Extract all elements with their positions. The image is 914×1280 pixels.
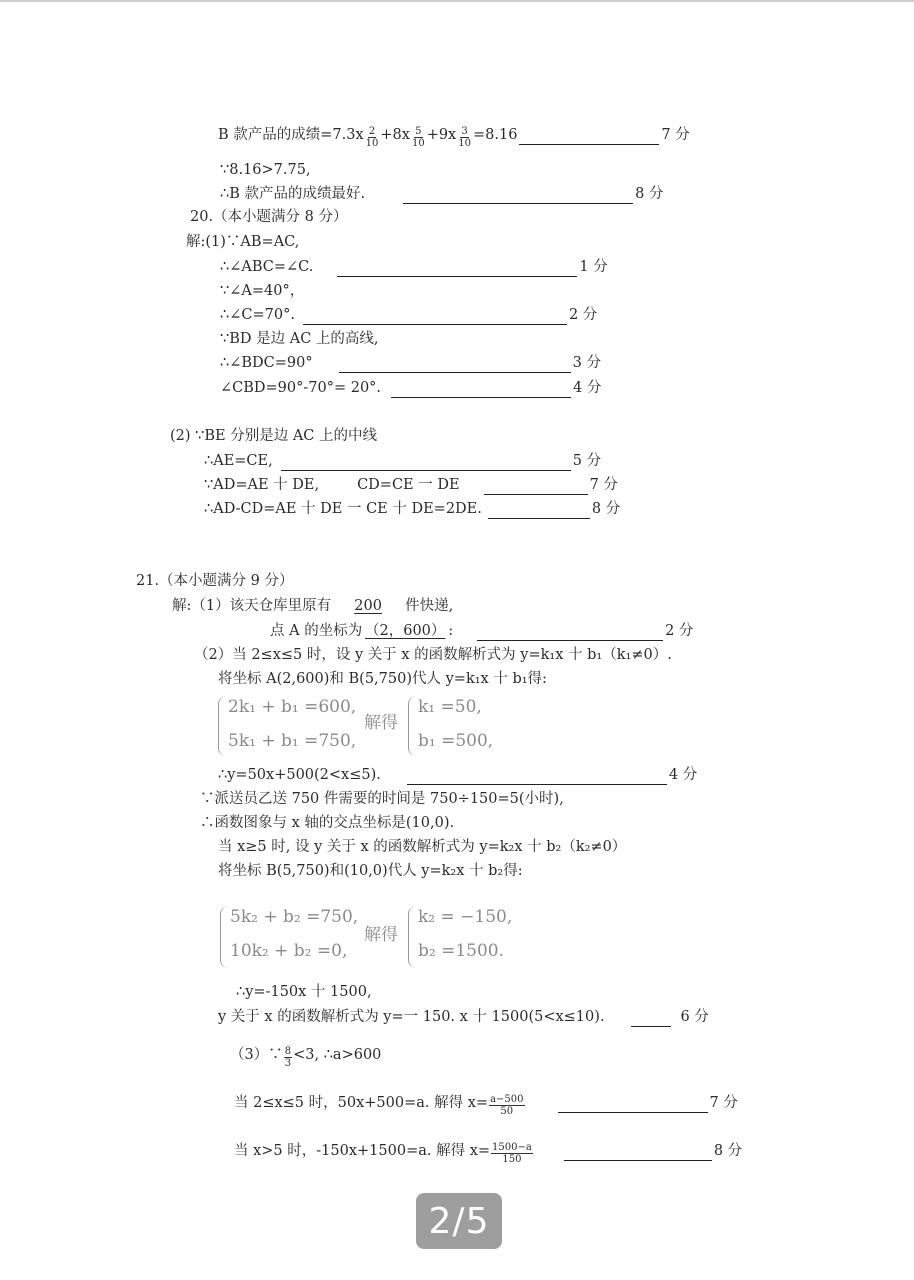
numerator: 5 (415, 126, 422, 137)
text: ∴∠BDC=90° (220, 355, 313, 371)
q21-step (270, 621, 693, 641)
text: ∴y=-150x 十 1500, (236, 984, 372, 1000)
text: ∴AD-CD=AE 十 DE 一 CE 十 DE=2DE. (204, 501, 482, 517)
numerator: 2 (368, 126, 376, 137)
q21-part3-step (234, 1138, 743, 1165)
answer-underline (558, 1098, 708, 1113)
answer-underline (477, 626, 663, 641)
text: 将坐标 B(5,750)和(10,0)代人 y=k₂x 十 b₂得: (218, 863, 523, 879)
text: B 款产品的成绩=7.3x (218, 127, 364, 143)
denominator: 50 (500, 1106, 514, 1117)
equation: 5k₂ + b₂ =750, (230, 907, 359, 927)
q21-step (218, 669, 547, 689)
text: 解:（1）该天仓库里原有 (172, 598, 332, 614)
denominator: 3 (284, 1058, 292, 1069)
text: 21.（本小题满分 9 分） (136, 573, 294, 589)
text: 当 x>5 时，-150x+1500=a. 解得 x= (234, 1143, 491, 1159)
text: ∵BD 是边 AC 上的高线, (220, 331, 379, 347)
numerator: 8 (284, 1046, 292, 1057)
text: 将坐标 A(2,600)和 B(5,750)代人 y=k₁x 十 b₁得: (218, 671, 547, 687)
equation: 10k₂ + b₂ =0, (230, 941, 348, 961)
text: CD=CE 一 DE (357, 477, 460, 493)
text: 件快递, (405, 598, 454, 614)
text: ∵8.16>7.75, (220, 162, 311, 178)
text: ∴∠C=70°. (220, 307, 295, 323)
comparison-line (220, 160, 311, 180)
score-points: 8 分 (591, 501, 621, 517)
page-indicator: 2/5 (416, 1193, 502, 1249)
q21-step (200, 813, 454, 833)
numerator: 3 (461, 126, 468, 137)
equation: k₂ = −150, (418, 907, 513, 927)
text: (2) ∵BE 分别是边 AC 上的中线 (170, 428, 378, 444)
text: : (448, 623, 454, 639)
text: ∠CBD=90°-70°= 20°. (220, 380, 382, 396)
text: 解:(1)∵AB=AC, (186, 234, 300, 250)
q21-step (172, 596, 453, 616)
denominator: 10 (411, 138, 425, 149)
text: ∴AE=CE, (204, 453, 273, 469)
solution-system-1 (418, 690, 493, 758)
equation-system-2 (230, 900, 358, 968)
fraction (491, 1142, 533, 1165)
score-points: 5 分 (572, 453, 602, 469)
q20-title (190, 207, 348, 227)
fraction (365, 126, 380, 149)
conclusion-line (220, 184, 663, 204)
system-brace (408, 906, 417, 968)
solve-label: 解得 (364, 713, 398, 733)
q20-step (220, 353, 601, 373)
q20-step (220, 378, 601, 398)
q20-part2-step (204, 499, 620, 519)
text: =8.16 (472, 127, 518, 143)
answer-underline (631, 1012, 671, 1027)
q21-step (200, 789, 564, 809)
fraction (489, 1094, 524, 1117)
answer-underline (488, 504, 590, 519)
text: ∵派送员乙送 750 件需要的时间是 750÷150=5(小时), (200, 791, 564, 807)
window-top-border (0, 0, 914, 2)
q21-part3-step (234, 1090, 738, 1117)
equation: k₁ =50, (418, 697, 482, 717)
score-points: 4 分 (668, 767, 698, 783)
text: +8x (380, 127, 410, 143)
score-points: 4 分 (573, 380, 602, 396)
q21-step (236, 982, 372, 1002)
q20-part2-title (170, 426, 377, 446)
answer-value: （2，600） (365, 623, 446, 639)
q20-part2-step (204, 451, 601, 471)
answer-underline (407, 770, 667, 785)
solve-label: 解得 (364, 925, 398, 945)
answer-underline (303, 310, 567, 325)
q20-step (220, 329, 379, 349)
fraction (284, 1046, 292, 1069)
text: y 关于 x 的函数解析式为 y=一 150. x 十 1500(5<x≤10). (218, 1009, 605, 1025)
system-brace (220, 906, 229, 968)
fraction (457, 126, 472, 149)
text: 当 2≤x≤5 时，50x+500=a. 解得 x= (234, 1095, 489, 1111)
text: <3, ∴a>600 (293, 1047, 382, 1063)
score-points: 2 分 (665, 623, 694, 639)
denominator: 10 (365, 138, 379, 149)
answer-underline (519, 130, 659, 145)
answer-underline (339, 358, 571, 373)
text: ∴y=50x+500(2<x≤5). (218, 767, 381, 783)
score-points: 6 分 (680, 1009, 709, 1025)
numerator: a−500 (490, 1094, 524, 1105)
system-brace (218, 696, 227, 756)
denominator: 10 (458, 138, 471, 149)
q20-part2-step (204, 475, 618, 495)
text: ∵∠A=40°， (220, 283, 305, 299)
answer-value: 200 (354, 598, 382, 614)
q21-step (218, 765, 697, 785)
solution-system-2 (418, 900, 512, 968)
equation: b₁ =500, (418, 731, 494, 751)
denominator: 150 (502, 1154, 522, 1165)
text: +9x (426, 127, 457, 143)
fraction (411, 126, 426, 149)
text: 20.（本小题满分 8 分） (190, 209, 348, 225)
score-points: 7 分 (709, 1095, 738, 1111)
q21-step (218, 1007, 709, 1027)
equation-system-1 (228, 690, 356, 758)
score-points: 7 分 (661, 127, 690, 143)
q20-step (186, 232, 299, 252)
answer-underline (484, 480, 588, 495)
answer-underline (337, 262, 577, 277)
score-points: 1 分 (579, 259, 608, 275)
q20-step (220, 257, 608, 277)
q21-title (136, 571, 294, 591)
score-points: 7 分 (589, 477, 618, 493)
text: 当 x≥5 时, 设 y 关于 x 的函数解析式为 y=k₂x 十 b₂（k₂≠0） (218, 839, 627, 855)
score-points: 8 分 (713, 1143, 743, 1159)
equation: 2k₁ + b₁ =600, (228, 697, 357, 717)
answer-underline (391, 383, 571, 398)
answer-underline (403, 189, 633, 204)
text: ∵AD=AE 十 DE, (204, 477, 320, 493)
q20-step (220, 281, 304, 301)
text: （3）∵ (230, 1047, 283, 1063)
equation: 5k₁ + b₁ =750, (228, 731, 357, 751)
text: ∴函数图象与 x 轴的交点坐标是(10,0). (200, 815, 455, 831)
text: ∴B 款产品的成绩最好. (220, 186, 366, 202)
text: 点 A 的坐标为 (270, 623, 363, 639)
q21-step (218, 837, 626, 857)
q21-part3 (230, 1042, 382, 1069)
system-brace (408, 696, 417, 756)
score-points: 3 分 (572, 355, 601, 371)
q21-step (194, 645, 672, 665)
answer-underline (564, 1146, 712, 1161)
equation: b₂ =1500. (418, 941, 505, 961)
score-points: 8 分 (635, 186, 664, 202)
numerator: 1500−a (492, 1142, 532, 1153)
score-points: 2 分 (568, 307, 598, 323)
text: ∴∠ABC=∠C. (220, 259, 314, 275)
q20-step (220, 305, 597, 325)
text: （2）当 2≤x≤5 时，设 y 关于 x 的函数解析式为 y=k₁x 十 b₁（k₁≠0）. (194, 647, 672, 663)
q21-step (218, 861, 523, 881)
b-score-line (218, 122, 690, 149)
answer-underline (281, 456, 571, 471)
